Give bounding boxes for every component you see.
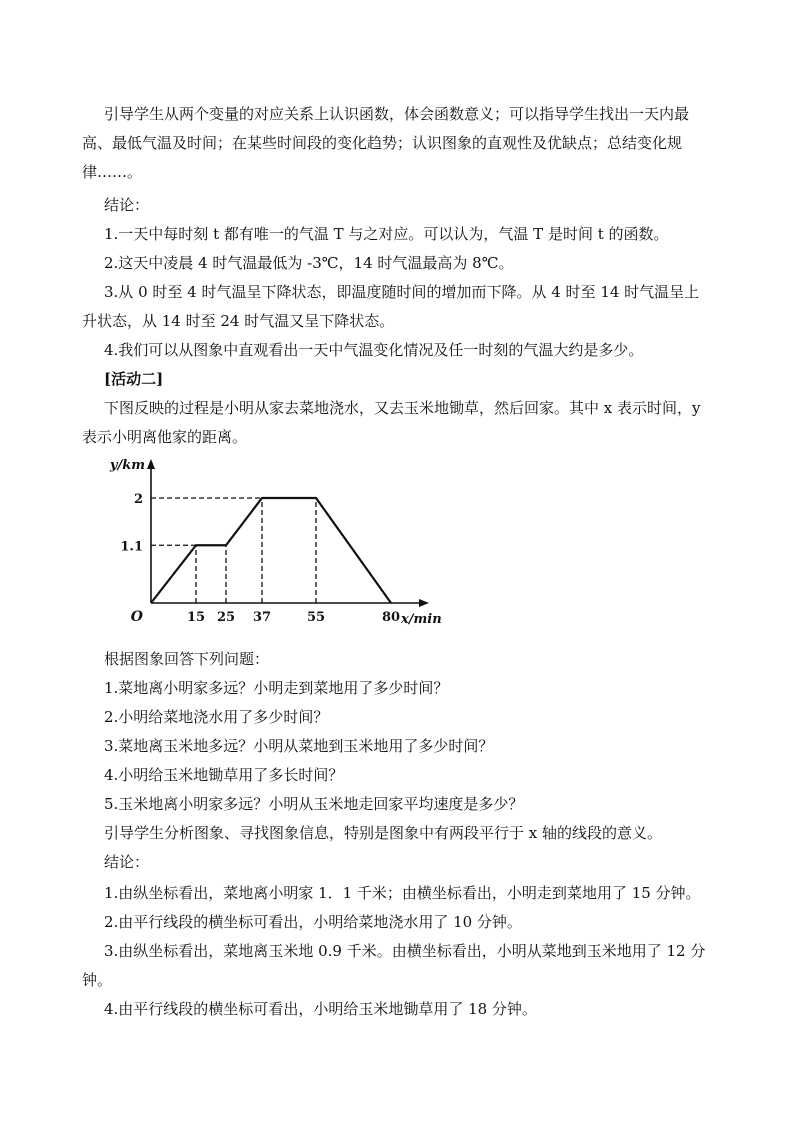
conclusion-2-item: 3.由纵坐标看出，菜地离玉米地 0.9 千米。由横坐标看出，小明从菜地到玉米地用了 12 分: [104, 942, 706, 960]
question-item: 5.玉米地离小明家多远？小明从玉米地走回家平均速度是多少？: [104, 795, 524, 813]
conclusion-1-item: 1.一天中每时刻 t 都有唯一的气温 T 与之对应。可以认为，气温 T 是时间 t 的函数。: [104, 225, 669, 243]
activity-2-title: [活动二]: [104, 370, 164, 388]
conclusion-2-item: 钟。: [82, 971, 113, 989]
y-tick-label: 1.1: [120, 539, 143, 555]
activity-2-desc-line-2: 表示小明离他家的距离。: [82, 428, 248, 446]
y-axis-label: y/km: [109, 458, 145, 473]
x-tick-label: 55: [306, 610, 326, 625]
conclusion-2-item: 4.由平行线段的横坐标可看出，小明给玉米地锄草用了 18 分钟。: [104, 1000, 537, 1018]
distance-time-chart: [104, 455, 442, 635]
x-tick-label: 37: [252, 610, 272, 625]
x-tick-label: 15: [186, 610, 206, 625]
question-item: 1.菜地离小明家多远？小明走到菜地用了多少时间？: [104, 679, 449, 697]
conclusion-1-item: 升状态，从 14 时至 24 时气温又呈下降状态。: [82, 312, 395, 330]
y-tick-label: 2: [133, 492, 143, 507]
intro-line-2: 高、最低气温及时间；在某些时间段的变化趋势；认识图象的直观性及优缺点；总结变化规: [82, 134, 683, 152]
intro-line-1: 引导学生从两个变量的对应关系上认识函数，体会函数意义；可以指导学生找出一天内最: [104, 105, 690, 123]
x-axis-arrow: [419, 599, 429, 607]
data-line: [151, 498, 391, 603]
x-axis-label: x/min: [401, 612, 442, 627]
question-item: 2.小明给菜地浇水用了多少时间？: [104, 708, 329, 726]
conclusion-2-item: 2.由平行线段的横坐标可看出，小明给菜地浇水用了 10 分钟。: [104, 913, 522, 931]
x-tick-label: 25: [216, 610, 236, 625]
conclusion-2-item: 1.由纵坐标看出，菜地离小明家 1．1 千米；由横坐标看出，小明走到菜地用了 15 分钟。: [104, 884, 701, 902]
conclusion-1-label: 结论：: [104, 196, 150, 214]
conclusion-2-label: 结论：: [104, 853, 150, 871]
x-tick-label: 80: [381, 610, 401, 625]
questions-guide: 引导学生分析图象、寻找图象信息，特别是图象中有两段平行于 x 轴的线段的意义。: [104, 824, 662, 842]
questions-intro: 根据图象回答下列问题：: [104, 650, 270, 668]
conclusion-1-item: 3.从 0 时至 4 时气温呈下降状态，即温度随时间的增加而下降。从 4 时至 14 时气温呈上: [104, 283, 700, 301]
origin-label: O: [130, 609, 143, 625]
intro-line-3: 律……。: [82, 163, 143, 181]
question-item: 4.小明给玉米地锄草用了多长时间？: [104, 766, 344, 784]
y-axis-arrow: [147, 459, 155, 469]
conclusion-1-item: 4.我们可以从图象中直观看出一天中气温变化情况及任一时刻的气温大约是多少。: [104, 341, 644, 359]
conclusion-1-item: 2.这天中凌晨 4 时气温最低为 -3℃，14 时气温最高为 8℃。: [104, 254, 514, 272]
activity-2-desc-line-1: 下图反映的过程是小明从家去菜地浇水，又去玉米地锄草，然后回家。其中 x 表示时间，y: [104, 399, 701, 417]
question-item: 3.菜地离玉米地多远？小明从菜地到玉米地用了多少时间？: [104, 737, 494, 755]
